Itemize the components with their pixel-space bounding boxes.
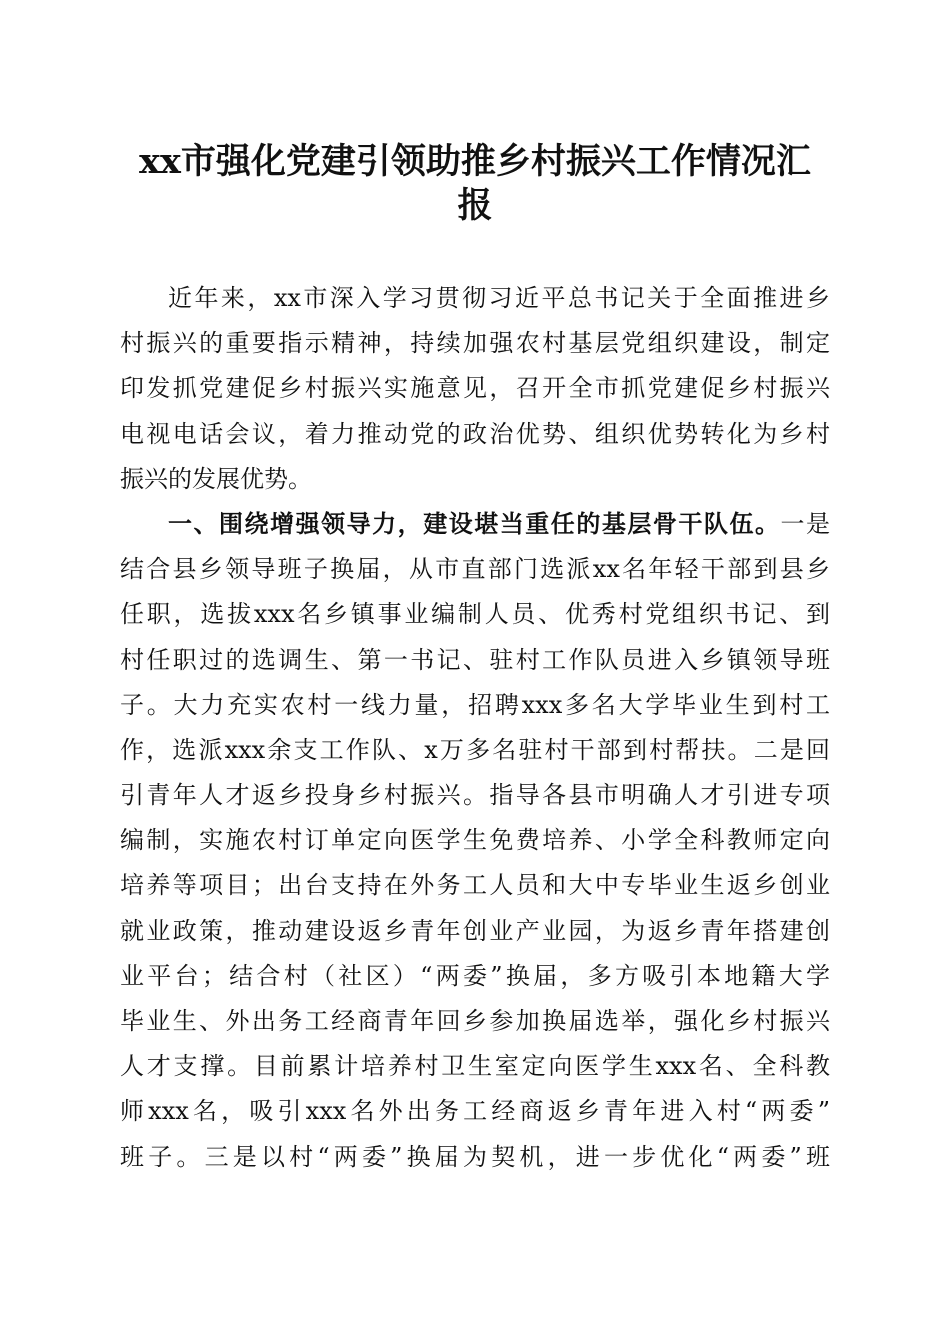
section-1-heading: 一、围绕增强领导力，建设堪当重任的基层骨干队伍。 xyxy=(168,509,781,538)
section-1-line: 培养等项目；出台支持在外务工人员和大中专毕业生返乡创业 xyxy=(120,871,830,900)
section-1-line: 引青年人才返乡投身乡村振兴。指导各县市明确人才引进专项 xyxy=(120,781,830,810)
intro-line: 振兴的发展优势。 xyxy=(120,464,312,493)
document-title xyxy=(120,140,830,228)
section-1-first-line-tail: 一是 xyxy=(780,509,831,538)
section-1-line: 就业政策，推动建设返乡青年创业产业园，为返乡青年搭建创 xyxy=(120,916,830,945)
section-1-line: 毕业生、外出务工经商青年回乡参加换届选举，强化乡村振兴 xyxy=(120,1007,830,1035)
intro-line: 印发抓党建促乡村振兴实施意见，召开全市抓党建促乡村振兴 xyxy=(120,374,830,403)
section-1-line: 班子。三是以村“两委”换届为契机，进一步优化“两委”班 xyxy=(120,1142,830,1171)
section-1-line: 编制，实施农村订单定向医学生免费培养、小学全科教师定向 xyxy=(120,826,830,855)
section-1-line: 作，选派xxx余支工作队、x万多名驻村干部到村帮扶。二是回 xyxy=(120,735,830,764)
section-1-line: 业平台；结合村（社区）“两委”换届，多方吸引本地籍大学 xyxy=(120,961,830,990)
section-1-line: 师xxx名，吸引xxx名外出务工经商返乡青年进入村“两委” xyxy=(120,1097,830,1126)
title-line-2: 报 xyxy=(457,185,493,226)
section-1-line: 子。大力充实农村一线力量，招聘xxx多名大学毕业生到村工 xyxy=(120,690,830,719)
section-1-first-line xyxy=(120,502,830,547)
section-1-line: 人才支撑。目前累计培养村卫生室定向医学生xxx名、全科教 xyxy=(120,1052,830,1081)
section-1-line: 任职，选拔xxx名乡镇事业编制人员、优秀村党组织书记、到 xyxy=(120,600,830,629)
intro-line: 电视电话会议，着力推动党的政治优势、组织优势转化为乡村 xyxy=(120,419,830,448)
title-line-1: xx市强化党建引领助推乡村振兴工作情况汇 xyxy=(139,141,811,182)
intro-line: 村振兴的重要指示精神，持续加强农村基层党组织建设，制定 xyxy=(120,329,830,358)
document-body xyxy=(120,276,830,1180)
section-1-line: 村任职过的选调生、第一书记、驻村工作队员进入乡镇领导班 xyxy=(120,645,830,674)
section-1-line: 结合县乡领导班子换届，从市直部门选派xx名年轻干部到县乡 xyxy=(120,555,830,584)
intro-line: 近年来，xx市深入学习贯彻习近平总书记关于全面推进乡 xyxy=(168,284,830,312)
